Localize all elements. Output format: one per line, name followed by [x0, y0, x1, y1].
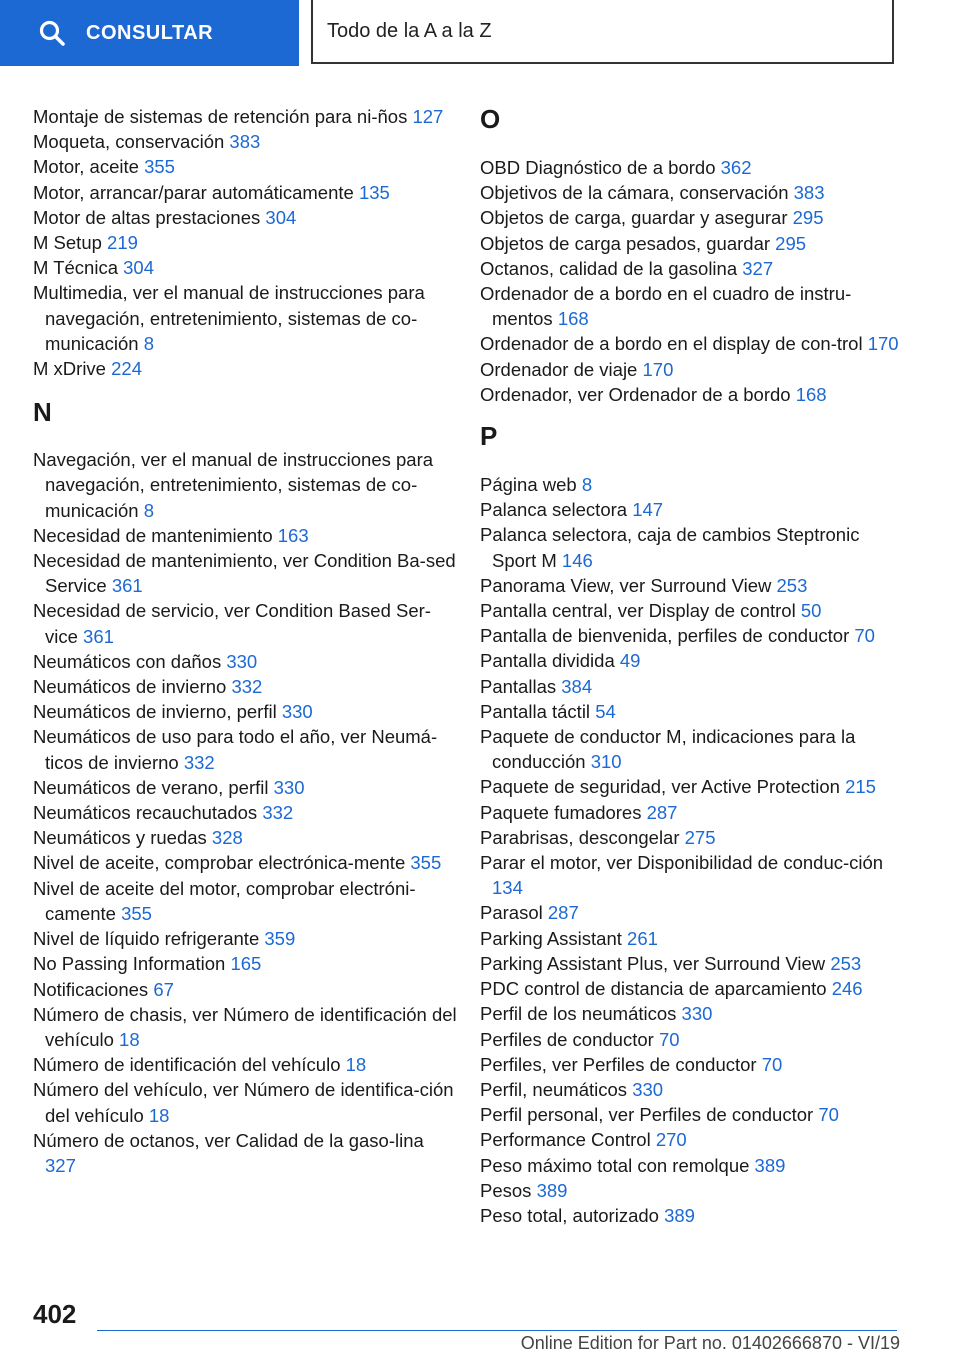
index-entry [480, 598, 900, 623]
index-entry-text: Pantalla táctil [480, 700, 591, 722]
index-entry-text: Perfiles de conductor [480, 1028, 654, 1050]
index-entry [480, 1153, 900, 1178]
footer-divider [97, 1330, 897, 1331]
index-entry-text: M Técnica [33, 257, 118, 279]
section-letter-n: N [33, 397, 52, 428]
index-entry-page-link[interactable]: 134 [492, 877, 523, 899]
index-entry-text: OBD Diagnóstico de a bordo [480, 157, 716, 178]
index-entry-page-link[interactable]: 168 [795, 383, 827, 405]
index-entry-text: Parar el motor, ver Disponibilidad de conduc-ción [480, 852, 884, 874]
index-entry-page-link[interactable]: 50 [800, 600, 822, 622]
index-entry [480, 1077, 900, 1102]
index-entry-text: Necesidad de mantenimiento [33, 524, 273, 546]
index-entry [480, 382, 900, 407]
index-entry-page-link[interactable]: 310 [590, 751, 622, 773]
index-entry [33, 775, 458, 800]
index-list-n [33, 447, 458, 1178]
index-entry-page-link[interactable]: 389 [536, 1179, 568, 1201]
index-entry [33, 1128, 458, 1178]
index-entry [480, 850, 900, 900]
index-entry [480, 951, 900, 976]
index-entry [33, 598, 458, 648]
index-entry-page-link[interactable]: 67 [153, 978, 174, 1000]
section-letter-o: O [480, 104, 501, 134]
index-entry-page-link[interactable]: 18 [119, 1028, 140, 1050]
index-entry [33, 724, 458, 774]
index-entry [33, 1002, 458, 1052]
footer-edition-text: Online Edition for Part no. 01402666870 - VI/19 [520, 1333, 900, 1353]
index-entry-page-link[interactable]: 355 [410, 852, 442, 874]
index-entry [480, 926, 900, 951]
index-entry [33, 699, 458, 724]
index-entry-text: Ordenador de a bordo en el display de con-trol [480, 333, 863, 355]
consultar-search-button[interactable] [0, 0, 299, 66]
index-entry-text: Perfiles, ver Perfiles de conductor [480, 1053, 757, 1075]
index-entry-text: Perfil de los neumáticos [480, 1003, 677, 1025]
index-entry-page-link[interactable]: 359 [264, 928, 296, 950]
index-entry [33, 674, 458, 699]
index-entry [480, 648, 900, 673]
index-entry-text: Paquete de seguridad, ver Active Protection [480, 776, 840, 798]
index-entry-text: Neumáticos de invierno, perfil [33, 701, 277, 723]
index-entry-text: Pantalla de bienvenida, perfiles de conductor [480, 625, 850, 647]
index-entry-page-link[interactable]: 304 [123, 257, 155, 279]
index-entry [480, 472, 900, 497]
index-entry-page-link[interactable]: 327 [742, 257, 774, 279]
index-entry-page-link[interactable]: 295 [792, 207, 824, 229]
index-entry [480, 331, 900, 356]
page-number: 402 [33, 1299, 77, 1329]
index-entry-page-link[interactable]: 8 [581, 474, 593, 496]
index-entry [480, 231, 900, 256]
index-entry-page-link[interactable]: 18 [345, 1054, 367, 1076]
index-entry-page-link[interactable]: 328 [211, 827, 243, 849]
index-entry-page-link[interactable]: 8 [143, 499, 155, 521]
index-entry-text: Objetos de carga, guardar y asegurar [480, 207, 788, 229]
index-entry-text: Ordenador, ver Ordenador de a bordo [480, 383, 791, 405]
index-entry-page-link[interactable]: 383 [229, 131, 261, 153]
index-entry-page-link[interactable]: 332 [231, 676, 263, 698]
index-entry-page-link[interactable]: 127 [412, 106, 444, 127]
index-entry-text: Neumáticos de invierno [33, 676, 227, 698]
index-entry-text: Paquete de conductor M, indicaciones para la conducción [480, 726, 856, 773]
index-entry [33, 230, 458, 255]
index-entry [33, 649, 458, 674]
index-entry-text: Objetos de carga pesados, guardar [480, 232, 771, 254]
index-entry-page-link[interactable]: 70 [818, 1104, 839, 1126]
index-entry-text: Página web [480, 474, 577, 496]
index-entry-page-link[interactable]: 361 [83, 625, 114, 647]
index-entry-page-link[interactable]: 170 [642, 358, 674, 380]
index-entry [33, 1052, 458, 1077]
index-entry-page-link[interactable]: 295 [775, 232, 807, 254]
index-entry [33, 1077, 458, 1127]
index-column-left [33, 104, 458, 1178]
index-entry [480, 497, 900, 522]
index-entry [480, 800, 900, 825]
index-entry-text: M xDrive [33, 358, 106, 380]
index-entry [33, 977, 458, 1002]
index-entry [33, 850, 458, 875]
index-entry [480, 1203, 900, 1228]
index-entry-text: Objetivos de la cámara, conservación [480, 182, 789, 204]
index-entry-page-link[interactable]: 332 [183, 751, 215, 773]
index-entry-page-link[interactable]: 215 [845, 776, 876, 798]
index-entry-text: Palanca selectora, caja de cambios Steptronic Sport M [480, 524, 860, 571]
index-entry-text: No Passing Information [33, 953, 226, 975]
index-entry-text: Parking Assistant [480, 927, 622, 949]
index-entry [480, 357, 900, 382]
index-entry-text: Ordenador de viaje [480, 358, 638, 380]
breadcrumb[interactable] [311, 0, 894, 64]
index-entry-page-link[interactable]: 54 [595, 700, 616, 722]
index-entry-page-link[interactable]: 49 [619, 650, 641, 672]
index-entry [33, 926, 458, 951]
index-entry-page-link[interactable]: 389 [664, 1204, 695, 1226]
index-entry-text: Paquete fumadores [480, 801, 642, 823]
index-entry-page-link[interactable]: 275 [684, 826, 716, 848]
index-entry-text: Multimedia, ver el manual de instrucciones para navegación, entretenimiento, sistemas de co-municación [33, 282, 425, 354]
index-entry-page-link[interactable]: 383 [793, 182, 825, 204]
index-entry-page-link[interactable]: 253 [830, 952, 862, 974]
index-entry [33, 180, 458, 205]
search-icon [38, 19, 66, 47]
index-entry-page-link[interactable]: 330 [632, 1078, 664, 1100]
index-entry-page-link[interactable]: 304 [265, 206, 297, 228]
index-entry [480, 976, 900, 1001]
index-entry-text: Neumáticos de uso para todo el año, ver Neumá-ticos de invierno [33, 726, 438, 773]
index-entry-text: Motor, aceite [33, 156, 139, 178]
index-entry-page-link[interactable]: 70 [658, 1028, 680, 1050]
index-entry-page-link[interactable]: 224 [111, 358, 142, 380]
index-entry-text: Peso máximo total con remolque [480, 1154, 750, 1176]
index-entry-page-link[interactable]: 362 [720, 157, 752, 178]
index-entry-text: Número de octanos, ver Calidad de la gaso-lina [33, 1129, 424, 1151]
search-button-label: CONSULTAR [86, 21, 214, 44]
index-entry-text: Parabrisas, descongelar [480, 826, 680, 848]
index-entry [33, 129, 458, 154]
index-entry-page-link[interactable]: 219 [107, 232, 138, 254]
index-entry-text: Panorama View, ver Surround View [480, 574, 772, 596]
index-column-right [480, 104, 900, 1228]
index-entry-text: Número del vehículo, ver Número de identifica-ción del vehículo [33, 1079, 454, 1126]
index-entry [33, 876, 458, 926]
index-entry-text: Pantalla central, ver Display de control [480, 600, 796, 622]
index-entry-text: Neumáticos recauchutados [33, 802, 258, 824]
index-list-m [33, 104, 458, 381]
index-entry [480, 900, 900, 925]
index-entry-page-link[interactable]: 389 [754, 1154, 786, 1176]
breadcrumb-text: Todo de la A a la Z [327, 19, 492, 42]
index-entry [480, 699, 900, 724]
index-entry-page-link[interactable]: 18 [148, 1104, 170, 1126]
index-entry-page-link[interactable]: 70 [761, 1053, 783, 1075]
index-entry-page-link[interactable]: 70 [854, 625, 875, 647]
index-entry-text: Performance Control [480, 1129, 651, 1151]
index-entry [33, 548, 458, 598]
index-entry-page-link[interactable]: 287 [646, 801, 678, 823]
index-entry [480, 1127, 900, 1152]
index-entry-page-link[interactable]: 330 [226, 650, 258, 672]
index-entry-page-link[interactable]: 355 [144, 156, 175, 178]
index-entry-text: Neumáticos de verano, perfil [33, 776, 269, 798]
index-entry [480, 1102, 900, 1127]
header [0, 0, 960, 66]
index-entry-page-link[interactable]: 170 [867, 333, 899, 355]
index-entry-page-link[interactable]: 261 [627, 927, 658, 949]
index-entry [33, 523, 458, 548]
index-entry [33, 447, 458, 523]
index-entry [480, 205, 900, 230]
index-entry-page-link[interactable]: 168 [557, 308, 589, 330]
index-entry-text: Nivel de aceite del motor, comprobar electróni-camente [33, 877, 416, 924]
index-entry-text: Peso total, autorizado [480, 1204, 659, 1226]
index-entry-page-link[interactable]: 330 [681, 1003, 713, 1025]
index-entry-page-link[interactable]: 163 [277, 524, 309, 546]
index-entry-text: Número de identificación del vehículo [33, 1054, 341, 1076]
index-entry [480, 155, 900, 180]
index-entry-text: PDC control de distancia de aparcamiento [480, 978, 827, 1000]
index-entry [480, 1001, 900, 1026]
index-list-p [480, 472, 900, 1228]
index-entry [33, 951, 458, 976]
index-entry-text: Parasol [480, 902, 543, 924]
index-entry-page-link[interactable]: 355 [121, 902, 152, 924]
index-entry-text: Necesidad de servicio, ver Condition Based Ser-vice [33, 600, 431, 647]
index-entry-page-link[interactable]: 270 [655, 1129, 687, 1151]
index-entry-page-link[interactable]: 147 [632, 499, 664, 521]
index-entry-text: Motor, arrancar/parar automáticamente [33, 181, 354, 203]
index-entry-text: Necesidad de mantenimiento, ver Condition Ba-sed Service [33, 550, 456, 597]
index-list-o [480, 155, 900, 407]
index-entry-page-link[interactable]: 361 [111, 575, 143, 597]
index-entry-text: Pantalla dividida [480, 650, 615, 672]
index-entry-text: Montaje de sistemas de retención para ni-ños [33, 106, 408, 127]
index-entry-text: Motor de altas prestaciones [33, 206, 261, 228]
index-entry-page-link[interactable]: 327 [45, 1154, 76, 1176]
index-entry-text: Perfil, neumáticos [480, 1078, 628, 1100]
index-entry-page-link[interactable]: 253 [776, 574, 808, 596]
index-entry [480, 281, 900, 331]
index-entry-page-link[interactable]: 330 [281, 701, 313, 723]
index-entry-text: Nivel de líquido refrigerante [33, 928, 260, 950]
index-entry [33, 356, 458, 381]
index-entry-text: Octanos, calidad de la gasolina [480, 257, 738, 279]
index-entry [33, 154, 458, 179]
index-entry [33, 800, 458, 825]
index-entry [480, 1178, 900, 1203]
index-entry-text: Número de chasis, ver Número de identificación del vehículo [33, 1003, 457, 1050]
index-entry-page-link[interactable]: 246 [831, 978, 863, 1000]
index-entry-page-link[interactable]: 165 [230, 953, 262, 975]
index-entry [33, 280, 458, 356]
index-entry-text: M Setup [33, 232, 102, 254]
index-entry-text: Parking Assistant Plus, ver Surround View [480, 952, 826, 974]
index-entry-text: Moqueta, conservación [33, 131, 225, 153]
index-entry [480, 825, 900, 850]
index-entry [480, 573, 900, 598]
index-entry-text: Navegación, ver el manual de instrucciones para navegación, entretenimiento, sistemas de co-municación [33, 449, 434, 521]
index-entry-page-link[interactable]: 146 [561, 549, 593, 571]
index-entry [480, 522, 900, 572]
index-entry-page-link[interactable]: 8 [143, 332, 155, 354]
section-letter-p: P [480, 421, 498, 452]
index-entry [480, 1027, 900, 1052]
index-entry-text: Nivel de aceite, comprobar electrónica-mente [33, 852, 406, 874]
index-entry [480, 180, 900, 205]
index-entry-text: Notificaciones [33, 978, 149, 1000]
index-entry-text: Ordenador de a bordo en el cuadro de instru-mentos [480, 283, 852, 330]
index-entry [33, 205, 458, 230]
index-entry [480, 1052, 900, 1077]
index-entry [480, 674, 900, 699]
index-entry [33, 825, 458, 850]
index-entry-page-link[interactable]: 135 [358, 181, 390, 203]
index-entry [480, 774, 900, 799]
index-entry-text: Pantallas [480, 675, 557, 697]
index-entry-page-link[interactable]: 287 [547, 902, 579, 924]
index-entry [480, 623, 900, 648]
index-entry [480, 256, 900, 281]
index-entry [33, 104, 458, 129]
index-entry-text: Pesos [480, 1179, 532, 1201]
index-entry-text: Neumáticos y ruedas [33, 827, 207, 849]
index-entry [33, 255, 458, 280]
index-entry-page-link[interactable]: 330 [273, 776, 305, 798]
index-entry [480, 724, 900, 774]
index-entry-page-link[interactable]: 332 [262, 802, 294, 824]
index-entry-text: Perfil personal, ver Perfiles de conductor [480, 1104, 814, 1126]
index-entry-text: Palanca selectora [480, 499, 628, 521]
index-entry-text: Neumáticos con daños [33, 650, 222, 672]
index-entry-page-link[interactable]: 384 [561, 675, 593, 697]
